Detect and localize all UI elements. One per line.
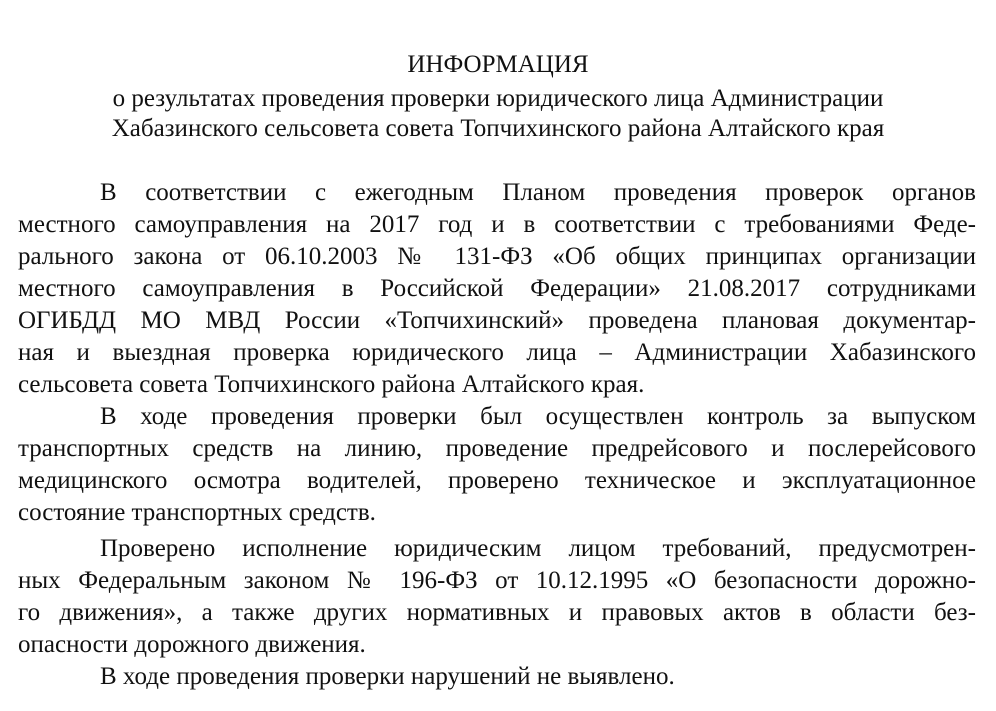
paragraph-line: Проверено исполнение юридическим лицом требований, предусмотрен- bbox=[100, 535, 976, 562]
document-subtitle-line: о результатах проведения проверки юридического лица Администрации bbox=[112, 85, 884, 112]
paragraph-line: В ходе проведения проверки был осуществлен контроль за выпуском bbox=[100, 403, 976, 430]
paragraph-line: ная и выездная проверка юридического лица – Администрации Хабазинского bbox=[18, 339, 976, 366]
paragraph-line: го движения», а также других нормативных и правовых актов в области без- bbox=[18, 599, 976, 626]
paragraph-line: рального закона от 06.10.2003 № 131-ФЗ «Об общих принципах организации bbox=[18, 243, 976, 270]
paragraph-line: В ходе проведения проверки нарушений не выявлено. bbox=[100, 663, 675, 690]
document-title: ИНФОРМАЦИЯ bbox=[407, 51, 589, 78]
document-subtitle-line: Хабазинского сельсовета совета Топчихинского района Алтайского края bbox=[111, 115, 885, 142]
paragraph-line: опасности дорожного движения. bbox=[18, 631, 366, 658]
paragraph-line: транспортных средств на линию, проведение предрейсового и послерейсового bbox=[18, 435, 976, 462]
paragraph-line: состояние транспортных средств. bbox=[18, 499, 376, 526]
paragraph-line: сельсовета совета Топчихинского района Алтайского края. bbox=[18, 371, 645, 398]
paragraph-line: местного самоуправления в Российской Федерации» 21.08.2017 сотрудниками bbox=[18, 275, 976, 302]
paragraph-line: медицинского осмотра водителей, проверено техническое и эксплуатационное bbox=[18, 467, 976, 494]
paragraph-line: В соответствии с ежегодным Планом проведения проверок органов bbox=[100, 179, 976, 206]
paragraph-line: ных Федеральным законом № 196-ФЗ от 10.12.1995 «О безопасности дорожно- bbox=[18, 567, 976, 594]
paragraph-line: ОГИБДД МО МВД России «Топчихинский» проведена плановая документар- bbox=[18, 307, 976, 334]
paragraph-line: местного самоуправления на 2017 год и в соответствии с требованиями Феде- bbox=[18, 211, 976, 238]
